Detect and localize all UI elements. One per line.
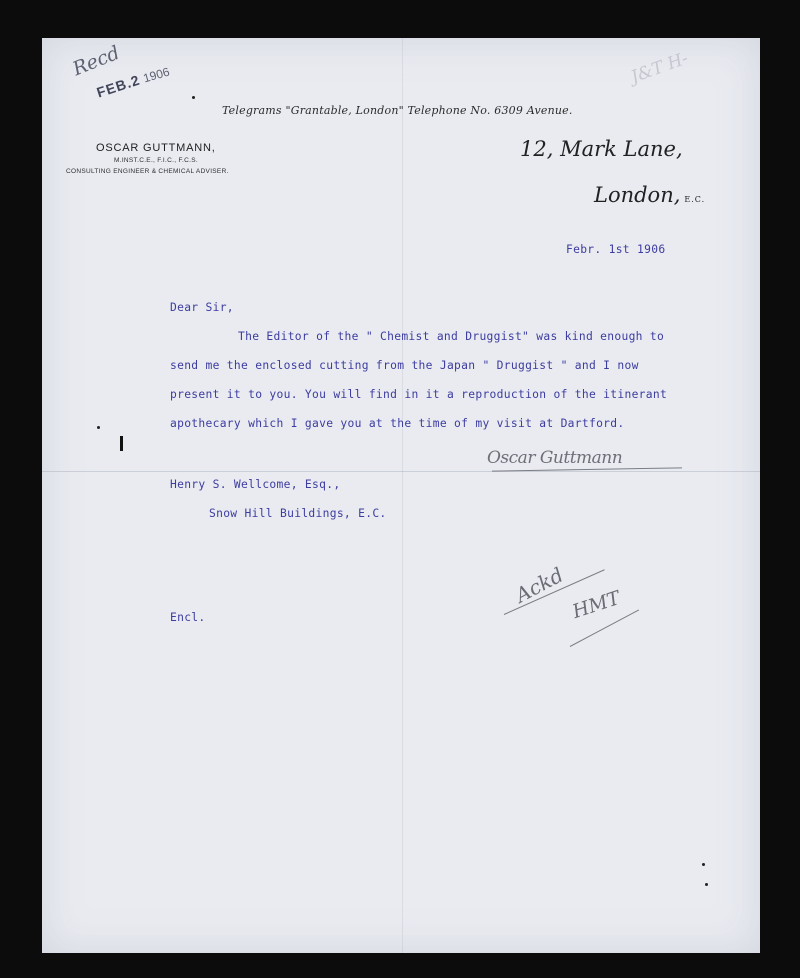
body-line-3: present it to you. You will find in it a reproduction of the itinerant <box>170 388 668 401</box>
ink-dot <box>192 96 195 99</box>
ink-dot <box>97 426 100 429</box>
salutation: Dear Sir, <box>170 301 234 314</box>
body-line-1: The Editor of the " Chemist and Druggist" was kind enough to <box>238 330 665 343</box>
received-stamp-label: Recd <box>69 41 123 81</box>
letter-sheet <box>42 38 760 953</box>
letterhead-address-city <box>594 183 705 207</box>
handwritten-signature: Oscar Guttmann <box>487 448 623 468</box>
enclosure-note: Encl. <box>170 611 206 624</box>
fold-line-vertical <box>402 38 403 953</box>
letterhead-role: CONSULTING ENGINEER & CHEMICAL ADVISER. <box>66 168 229 175</box>
recipient-address: Snow Hill Buildings, E.C. <box>209 507 387 520</box>
pencil-initials: HMT <box>569 587 623 623</box>
letterhead-qualifications: M.INST.C.E., F.I.C., F.C.S. <box>114 157 198 164</box>
ink-dot <box>702 863 705 866</box>
address-postcode: E.C. <box>684 195 706 204</box>
received-stamp-date: FEB.2 <box>94 71 143 101</box>
letterhead-address-street: 12, Mark Lane, <box>520 137 683 161</box>
fold-line-horizontal <box>42 471 760 472</box>
pencil-acknowledged: Ackd <box>511 562 568 608</box>
body-line-2: send me the enclosed cutting from the Japan " Druggist " and I now <box>170 359 639 372</box>
letterhead-telegrams: Telegrams "Grantable, London" Telephone No. 6309 Avenue. <box>222 104 573 117</box>
ink-mark <box>120 436 123 451</box>
faint-pencil-note: J&T H- <box>628 48 691 88</box>
ink-dot <box>705 883 708 886</box>
letter-date: Febr. 1st 1906 <box>566 243 666 256</box>
address-city-text: London, <box>594 183 681 207</box>
body-line-4: apothecary which I gave you at the time of my visit at Dartford. <box>170 417 625 430</box>
received-stamp-year: 1906 <box>141 64 172 86</box>
letterhead-name: OSCAR GUTTMANN, <box>96 142 216 154</box>
recipient-name: Henry S. Wellcome, Esq., <box>170 478 341 491</box>
